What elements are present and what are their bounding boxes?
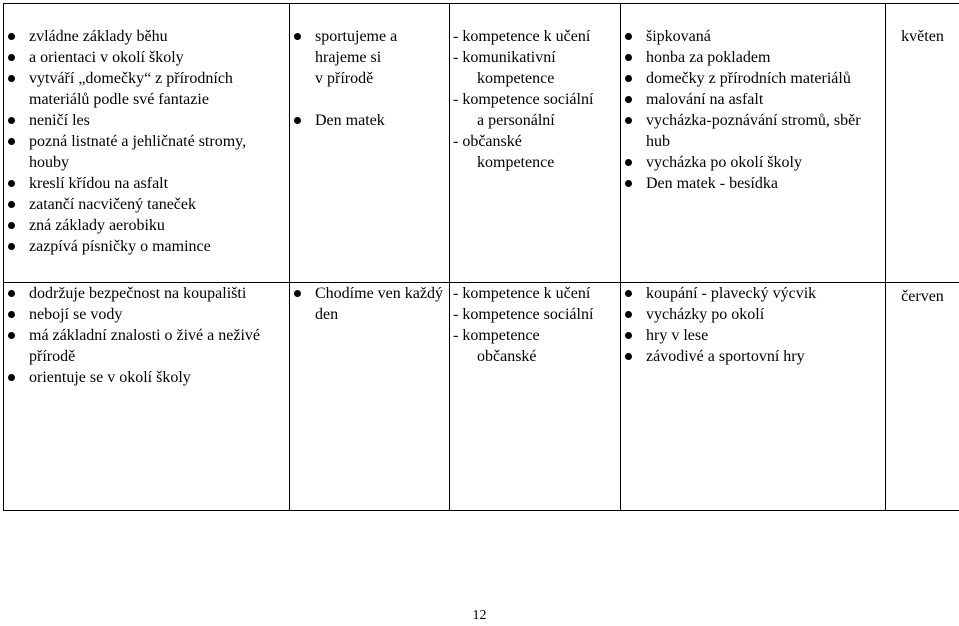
topic-cell	[290, 4, 450, 283]
curriculum-table	[3, 3, 959, 511]
competence-line: kompetence	[477, 70, 555, 87]
competences-text	[450, 283, 620, 367]
list-item: honba za pokladem	[621, 47, 885, 68]
list-item: neničí les	[4, 110, 289, 131]
competences-cell	[450, 4, 621, 283]
list-item: závodivé a sportovní hry	[621, 346, 885, 367]
page-number: 12	[472, 608, 487, 623]
activities-cell	[621, 283, 886, 511]
competence-line: kompetence	[477, 154, 555, 171]
topic-list	[290, 283, 449, 325]
month-cell	[886, 4, 959, 283]
month-label: květen	[901, 28, 944, 45]
competences-cell	[450, 283, 621, 511]
outcomes-list	[4, 283, 289, 388]
topic-cell	[290, 283, 450, 511]
list-item: má základní znalosti o živé a neživé přírodě	[4, 325, 289, 367]
competence-line: - kompetence	[453, 327, 540, 344]
list-item: koupání - plavecký výcvik	[621, 283, 885, 304]
list-item: Den matek	[290, 110, 449, 131]
topic-line: hrajeme si	[315, 49, 382, 66]
topic-list	[290, 110, 449, 131]
outcomes-cell	[4, 4, 290, 283]
list-item: malování na asfalt	[621, 89, 885, 110]
topic-list	[290, 26, 449, 89]
competence-line: - kompetence k učení	[453, 28, 591, 45]
list-item: kreslí křídou na asfalt	[4, 173, 289, 194]
table-row	[4, 4, 959, 283]
competence-line: - občanské	[453, 133, 522, 150]
list-item: hry v lese	[621, 325, 885, 346]
list-item: a orientaci v okolí školy	[4, 47, 289, 68]
list-item	[290, 26, 449, 89]
activities-cell	[621, 4, 886, 283]
list-item: nebojí se vody	[4, 304, 289, 325]
competence-line: - kompetence k učení	[453, 285, 591, 302]
outcomes-list	[4, 26, 289, 257]
competence-line: - komunikativní	[453, 49, 556, 66]
competence-line: - kompetence sociální	[453, 91, 594, 108]
competence-line: občanské	[477, 348, 537, 365]
list-item: zvládne základy běhu	[4, 26, 289, 47]
list-item: Chodíme ven každý den	[290, 283, 449, 325]
month-label: červen	[901, 288, 944, 305]
topic-line: sportujeme a	[315, 28, 398, 45]
list-item: zná základy aerobiku	[4, 215, 289, 236]
list-item: vycházka-poznávání stromů, sběr hub	[621, 110, 885, 152]
competences-text	[450, 26, 620, 173]
activities-list	[621, 26, 885, 194]
list-item: vycházka po okolí školy	[621, 152, 885, 173]
list-item: zazpívá písničky o mamince	[4, 236, 289, 257]
list-item: pozná listnaté a jehličnaté stromy, houby	[4, 131, 289, 173]
list-item: Den matek - besídka	[621, 173, 885, 194]
month-cell	[886, 283, 959, 511]
activities-list	[621, 283, 885, 367]
outcomes-cell	[4, 283, 290, 511]
list-item: vycházky po okolí	[621, 304, 885, 325]
list-item: šipkovaná	[621, 26, 885, 47]
topic-line: v přírodě	[315, 70, 374, 87]
list-item: vytváří „domečky“ z přírodních materiálů podle své fantazie	[4, 68, 289, 110]
list-item: domečky z přírodních materiálů	[621, 68, 885, 89]
competence-line: - kompetence sociální	[453, 306, 594, 323]
list-item: dodržuje bezpečnost na koupališti	[4, 283, 289, 304]
list-item: zatančí nacvičený taneček	[4, 194, 289, 215]
table-row	[4, 283, 959, 511]
list-item: orientuje se v okolí školy	[4, 367, 289, 388]
competence-line: a personální	[477, 112, 555, 129]
